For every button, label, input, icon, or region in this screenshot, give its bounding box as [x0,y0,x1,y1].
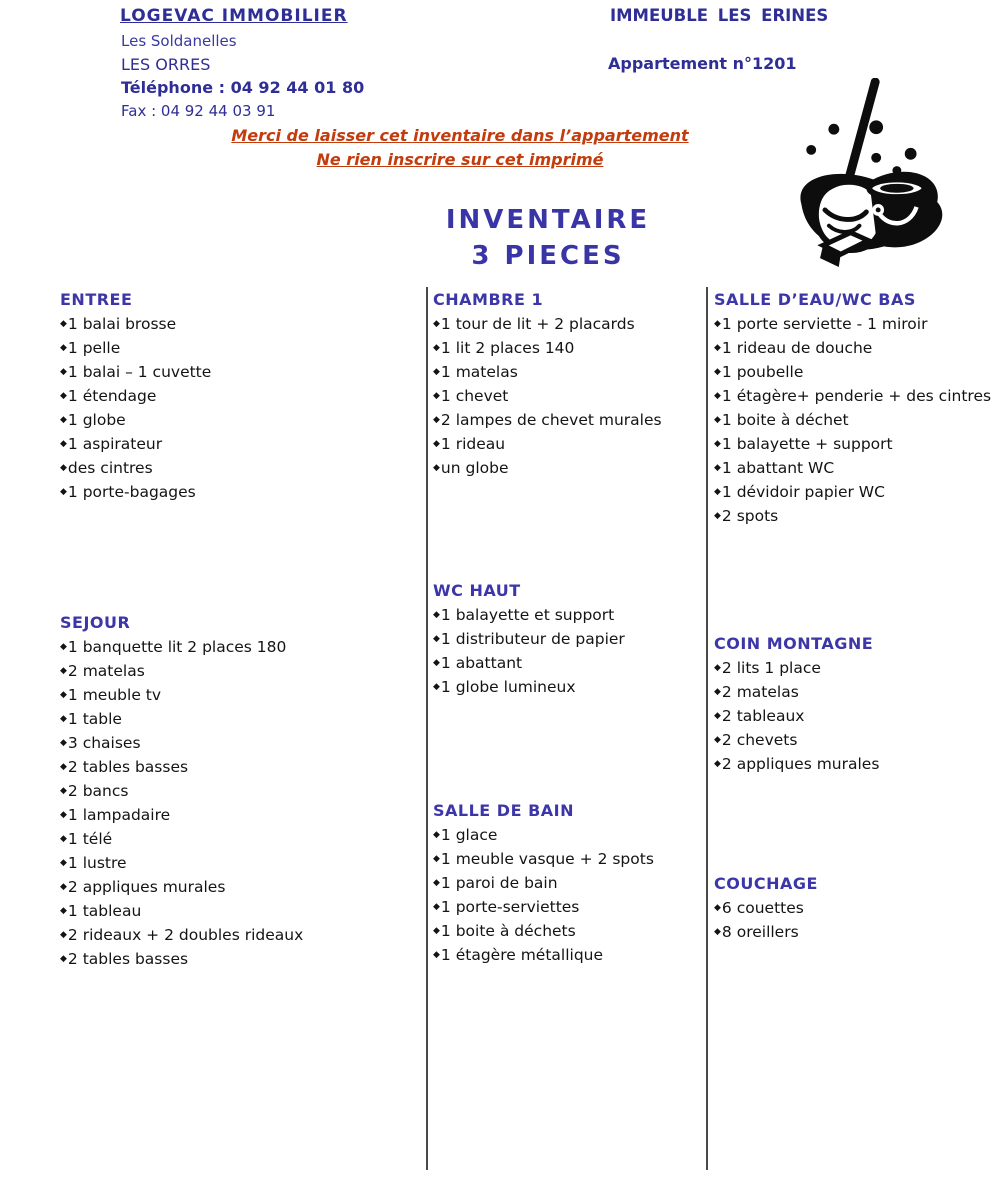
section-list [433,823,699,967]
list-item [60,312,418,336]
item-text: 2 tables basses [67,950,189,968]
column-3 [714,287,998,944]
column-1 [60,287,418,971]
item-text: 1 étagère+ penderie + des cintres [721,387,992,405]
list-item [60,803,418,827]
column-divider [706,287,708,1170]
list-item [714,408,998,432]
bullet-icon: ◆ [714,367,721,377]
list-item [60,875,418,899]
bullet-icon: ◆ [60,882,67,892]
item-text: 1 globe lumineux [440,678,576,696]
bullet-icon: ◆ [714,735,721,745]
agency-city: LES ORRES [121,55,211,74]
bullet-icon: ◆ [60,415,67,425]
bullet-icon: ◆ [433,950,440,960]
item-text: 1 aspirateur [67,435,163,453]
list-item [433,336,699,360]
item-text: 1 boite à déchet [721,411,849,429]
list-item [714,432,998,456]
section-list [60,635,418,971]
bullet-icon: ◆ [60,487,67,497]
bullet-icon: ◆ [60,834,67,844]
list-item [433,823,699,847]
list-item [60,480,418,504]
item-text: 1 chevet [440,387,509,405]
item-text: 1 lit 2 places 140 [440,339,575,357]
list-item [433,847,699,871]
section-heading: COUCHAGE [714,874,818,893]
column-divider [426,287,428,1170]
bullet-icon: ◆ [433,439,440,449]
bullet-icon: ◆ [60,463,67,473]
item-text: 1 banquette lit 2 places 180 [67,638,287,656]
list-item [433,871,699,895]
section-list [433,603,699,699]
bullet-icon: ◆ [714,927,721,937]
list-item [714,360,998,384]
item-text: 2 matelas [721,683,799,701]
agency-fax: Fax : 04 92 44 03 91 [121,102,276,120]
bullet-icon: ◆ [433,367,440,377]
item-text: 1 balai brosse [67,315,177,333]
bullet-icon: ◆ [60,391,67,401]
item-text: 1 tour de lit + 2 placards [440,315,635,333]
bullet-icon: ◆ [433,830,440,840]
bullet-icon: ◆ [433,343,440,353]
list-item [433,603,699,627]
item-text: 1 balai – 1 cuvette [67,363,212,381]
item-text: 1 porte-serviettes [440,898,580,916]
item-text: 1 paroi de bain [440,874,558,892]
list-item [60,899,418,923]
item-text: 1 lampadaire [67,806,171,824]
bullet-icon: ◆ [714,415,721,425]
bullet-icon: ◆ [60,810,67,820]
bullet-icon: ◆ [433,854,440,864]
section-sejour [60,610,418,971]
notice-line-2: Ne rien inscrire sur cet imprimé [316,150,604,169]
section-list [714,896,998,944]
bullet-icon: ◆ [433,926,440,936]
bullet-icon: ◆ [60,666,67,676]
section-couchage [714,871,998,944]
item-text: 1 dévidoir papier WC [721,483,885,501]
list-item [60,635,418,659]
item-text: 2 tables basses [67,758,189,776]
list-item [714,680,998,704]
item-text: 1 porte serviette - 1 miroir [721,315,928,333]
item-text: 1 rideau [440,435,506,453]
bullet-icon: ◆ [60,786,67,796]
section-entree [60,287,418,504]
bullet-icon: ◆ [433,682,440,692]
list-item [433,360,699,384]
item-text: 1 étendage [67,387,157,405]
section-list [714,312,998,528]
section-heading: SEJOUR [60,613,131,632]
agency-phone: Téléphone : 04 92 44 01 80 [121,78,365,97]
list-item [714,504,998,528]
section-chambre-1 [433,287,699,480]
section-list [433,312,699,480]
bullet-icon: ◆ [60,738,67,748]
bullet-icon: ◆ [60,762,67,772]
list-item [433,627,699,651]
item-text: 1 matelas [440,363,518,381]
list-item [60,432,418,456]
bullet-icon: ◆ [433,463,440,473]
bullet-icon: ◆ [714,663,721,673]
list-item [433,919,699,943]
bullet-icon: ◆ [714,759,721,769]
item-text: 2 matelas [67,662,145,680]
item-text: 1 lustre [67,854,127,872]
bullet-icon: ◆ [714,487,721,497]
item-text: 2 appliques murales [721,755,880,773]
list-item [60,755,418,779]
list-item [433,408,699,432]
cleaning-mop-bucket-icon [778,78,998,270]
item-text: 1 balayette + support [721,435,893,453]
section-heading: CHAMBRE 1 [433,290,544,309]
bullet-icon: ◆ [433,634,440,644]
item-text: 1 étagère métallique [440,946,604,964]
list-item [60,851,418,875]
list-item [433,384,699,408]
item-text: 1 pelle [67,339,121,357]
bullet-icon: ◆ [60,319,67,329]
item-text: 8 oreillers [721,923,799,941]
item-text: 1 porte-bagages [67,483,196,501]
list-item [433,312,699,336]
bullet-icon: ◆ [714,319,721,329]
section-salle-eau-wc-bas [714,287,998,528]
apartment-number: Appartement n°1201 [608,54,797,73]
bullet-icon: ◆ [433,610,440,620]
bullet-icon: ◆ [433,415,440,425]
bullet-icon: ◆ [60,642,67,652]
list-item [60,408,418,432]
list-item [714,456,998,480]
bullet-icon: ◆ [714,511,721,521]
list-item [714,656,998,680]
bullet-icon: ◆ [714,343,721,353]
item-text: un globe [440,459,509,477]
section-heading: WC HAUT [433,581,521,600]
item-text: 1 télé [67,830,113,848]
section-heading: ENTREE [60,290,133,309]
list-item [433,675,699,699]
item-text: 1 abattant [440,654,523,672]
item-text: 1 globe [67,411,126,429]
bullet-icon: ◆ [433,658,440,668]
list-item [60,947,418,971]
section-heading: SALLE D’EAU/WC BAS [714,290,916,309]
item-text: 1 tableau [67,902,142,920]
list-item [433,895,699,919]
section-list [60,312,418,504]
list-item [60,707,418,731]
list-item [433,456,699,480]
list-item [714,896,998,920]
list-item [60,659,418,683]
list-item [714,384,998,408]
bullet-icon: ◆ [714,687,721,697]
list-item [714,704,998,728]
bullet-icon: ◆ [60,954,67,964]
bullet-icon: ◆ [714,903,721,913]
item-text: 1 meuble tv [67,686,162,704]
bullet-icon: ◆ [433,391,440,401]
item-text: 3 chaises [67,734,141,752]
item-text: 1 rideau de douche [721,339,873,357]
agency-name: LOGEVAC IMMOBILIER [120,6,348,26]
item-text: 2 spots [721,507,779,525]
list-item [714,336,998,360]
agency-residence: Les Soldanelles [121,32,237,50]
bullet-icon: ◆ [60,714,67,724]
section-list [714,656,998,776]
item-text: 1 poubelle [721,363,804,381]
section-salle-de-bain [433,798,699,967]
bullet-icon: ◆ [714,711,721,721]
item-text: 2 appliques murales [67,878,226,896]
list-item [433,943,699,967]
list-item [60,384,418,408]
list-item [60,683,418,707]
item-text: 1 abattant WC [721,459,835,477]
bullet-icon: ◆ [433,902,440,912]
item-text: 1 table [67,710,122,728]
item-text: 6 couettes [721,899,804,917]
item-text: 2 chevets [721,731,798,749]
list-item [60,923,418,947]
item-text: 1 glace [440,826,498,844]
item-text: 1 boite à déchets [440,922,576,940]
bullet-icon: ◆ [60,930,67,940]
item-text: 1 balayette et support [440,606,615,624]
section-heading: COIN MONTAGNE [714,634,874,653]
bullet-icon: ◆ [60,690,67,700]
list-item [714,920,998,944]
list-item [60,779,418,803]
list-item [714,728,998,752]
item-text: 1 meuble vasque + 2 spots [440,850,654,868]
item-text: des cintres [67,459,153,477]
list-item [60,731,418,755]
bullet-icon: ◆ [60,858,67,868]
item-text: 2 bancs [67,782,129,800]
document-title: INVENTAIRE [445,205,651,235]
item-text: 2 tableaux [721,707,805,725]
list-item [60,360,418,384]
list-item [60,827,418,851]
section-wc-haut [433,578,699,699]
list-item [60,456,418,480]
list-item [714,480,998,504]
bullet-icon: ◆ [60,343,67,353]
bullet-icon: ◆ [433,319,440,329]
bullet-icon: ◆ [714,463,721,473]
list-item [714,312,998,336]
item-text: 2 lampes de chevet murales [440,411,662,429]
building-name: IMMEUBLE LES ERINES [610,6,829,25]
list-item [433,432,699,456]
section-coin-montagne [714,631,998,776]
list-item [714,752,998,776]
document-subtitle: 3 PIECES [471,241,625,271]
bullet-icon: ◆ [60,367,67,377]
bullet-icon: ◆ [433,878,440,888]
bullet-icon: ◆ [714,391,721,401]
notice-line-1: Merci de laisser cet inventaire dans l’appartement [231,126,689,145]
bullet-icon: ◆ [60,906,67,916]
item-text: 1 distributeur de papier [440,630,625,648]
list-item [433,651,699,675]
item-text: 2 rideaux + 2 doubles rideaux [67,926,304,944]
bullet-icon: ◆ [60,439,67,449]
section-heading: SALLE DE BAIN [433,801,574,820]
bullet-icon: ◆ [714,439,721,449]
column-2 [433,287,699,967]
item-text: 2 lits 1 place [721,659,821,677]
list-item [60,336,418,360]
